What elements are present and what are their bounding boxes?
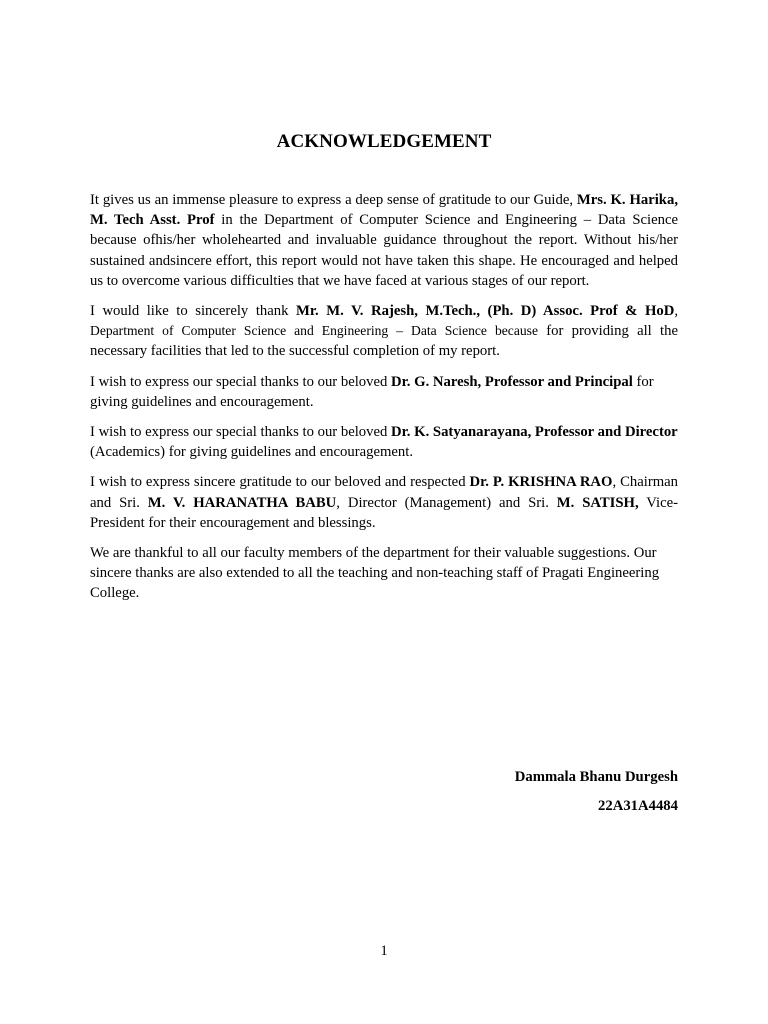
paragraph-guide [90,190,678,291]
acknowledgement-body [90,190,678,614]
text-run: I would like to sincerely thank [90,303,296,320]
principal-name: Dr. G. Naresh, Professor and Principal [391,373,633,390]
page-title: ACKNOWLEDGEMENT [276,131,492,152]
paragraph-principal [90,372,678,412]
hod-name: Mr. M. V. Rajesh, M.Tech., (Ph. D) Assoc. Prof & HoD [296,303,675,320]
paragraph-management [90,472,678,533]
text-run: , [674,303,678,320]
text-run: I wish to express our special thanks to our beloved [90,424,392,441]
text-run: for giving guidelines and encouragement. [90,373,654,410]
roll-number: 22A31A4484 [598,798,678,814]
management-director-name: M. V. HARANATHA BABU [147,494,337,511]
director-name: Dr. K. Satyanarayana, Professor and Director [391,424,678,441]
text-run: I wish to express sincere gratitude to our beloved and respected [90,474,470,491]
text-run: It gives us an immense pleasure to express a deep sense of gratitude to our Guide, [90,192,577,208]
paragraph-hod [90,301,678,362]
paragraph-director [90,422,678,462]
student-name: Dammala Bhanu Durgesh [514,769,678,785]
text-run: , Chairman and Sri. [90,474,678,511]
text-run: in the Department of Computer Science and Engineering – Data Science because ofhis/her wholehearted and invaluable guidance throughout the report. Without his/her sustained andsincere effort, this report would not have taken this shape. He encouraged and helped us to overcome various difficulties that we have faced at various stages of our report. [90,212,678,289]
vice-president-name: M. SATISH, [556,494,639,511]
department-name: Department of Computer Science and Engineering – Data Science because [90,323,538,339]
text-run: for providing all the necessary facilities that led to the successful completion of my report. [90,323,678,360]
page-number: 1 [380,943,388,959]
text-run: (Academics) for giving guidelines and encouragement. [90,444,414,461]
text-run: I wish to express our special thanks to our beloved [90,373,392,390]
text-run: We are thankful to all our faculty members of the department for their valuable suggestions. Our sincere thanks are also extended to all the teaching and non-teaching staff of Pragati Engineering College. [90,545,660,602]
chairman-name: Dr. P. KRISHNA RAO [469,474,613,491]
text-run: Vice- President for their encouragement and blessings. [90,494,679,531]
paragraph-faculty [90,543,678,604]
signature-block [515,769,678,815]
guide-name: Mrs. K. Harika, M. Tech Asst. Prof [90,192,678,229]
text-run: , Director (Management) and Sri. [336,494,557,511]
